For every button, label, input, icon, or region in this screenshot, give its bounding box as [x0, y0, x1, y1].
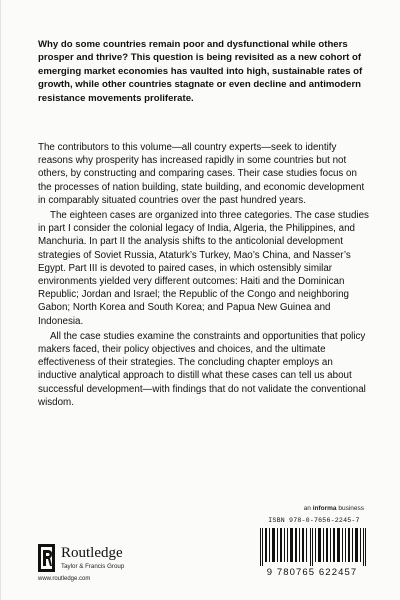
- publisher-name: Routledge: [61, 545, 123, 561]
- isbn-text: ISBN 978-0-7656-2245-7: [268, 517, 360, 524]
- publisher-block: [38, 544, 168, 584]
- informa-suffix: business: [336, 505, 364, 512]
- informa-brand: informa: [312, 505, 337, 512]
- routledge-logo-icon: [38, 544, 55, 572]
- description-text: [38, 141, 373, 411]
- publisher-url[interactable]: www.routledge.com: [38, 576, 91, 582]
- description-paragraph-3: All the case studies examine the constraints and opportunities that policy makers faced, their policy objectives and choices, and the ultimate effectiveness of their strategies. The concluding chapter employs an inductive analytical approach to distill what these cases can tell us about successful development—with findings that do not validate the conventional wisdom.: [38, 330, 366, 408]
- publisher-subtitle: Taylor & Francis Group: [61, 563, 125, 570]
- informa-prefix: an: [303, 505, 313, 512]
- informa-tagline: [304, 505, 364, 512]
- lead-paragraph: Why do some countries remain poor and dysfunctional while others prosper and thrive? This question is being revisited as a new cohort of emerging market economies has vaulted into high, sustainable rates of growth, while other countries stagnate or even decline and antimodern resistance movements proliferate.: [38, 39, 363, 104]
- barcode: [259, 528, 369, 566]
- description-paragraph-2: The eighteen cases are organized into three categories. The case studies in part I consider the colonial legacy of India, Algeria, the Philippines, and Manchuria. In part II the analysis shifts to the anticolonial development strategies of Soviet Russia, Ataturk’s Turkey, Mao’s China, and Nasser’s Egypt. Part III is devoted to paired cases, in which ostensibly similar environments yielded very different outcomes: Haiti and the Dominican Republic; Jordan and Israel; the Republic of the Congo and neighboring Gabon; North Korea and South Korea; and Papua New Guinea and Indonesia.: [38, 210, 369, 327]
- barcode-digits: 9 780765 622457: [266, 567, 358, 578]
- description-paragraph-1: The contributors to this volume—all country experts—seek to identify reasons why prosperity has increased rapidly in some countries but not others, by constructing and comparing cases. Their case studies focus on the processes of nation building, state building, and economic development in comparably situated countries over the past hundred years.: [38, 142, 365, 206]
